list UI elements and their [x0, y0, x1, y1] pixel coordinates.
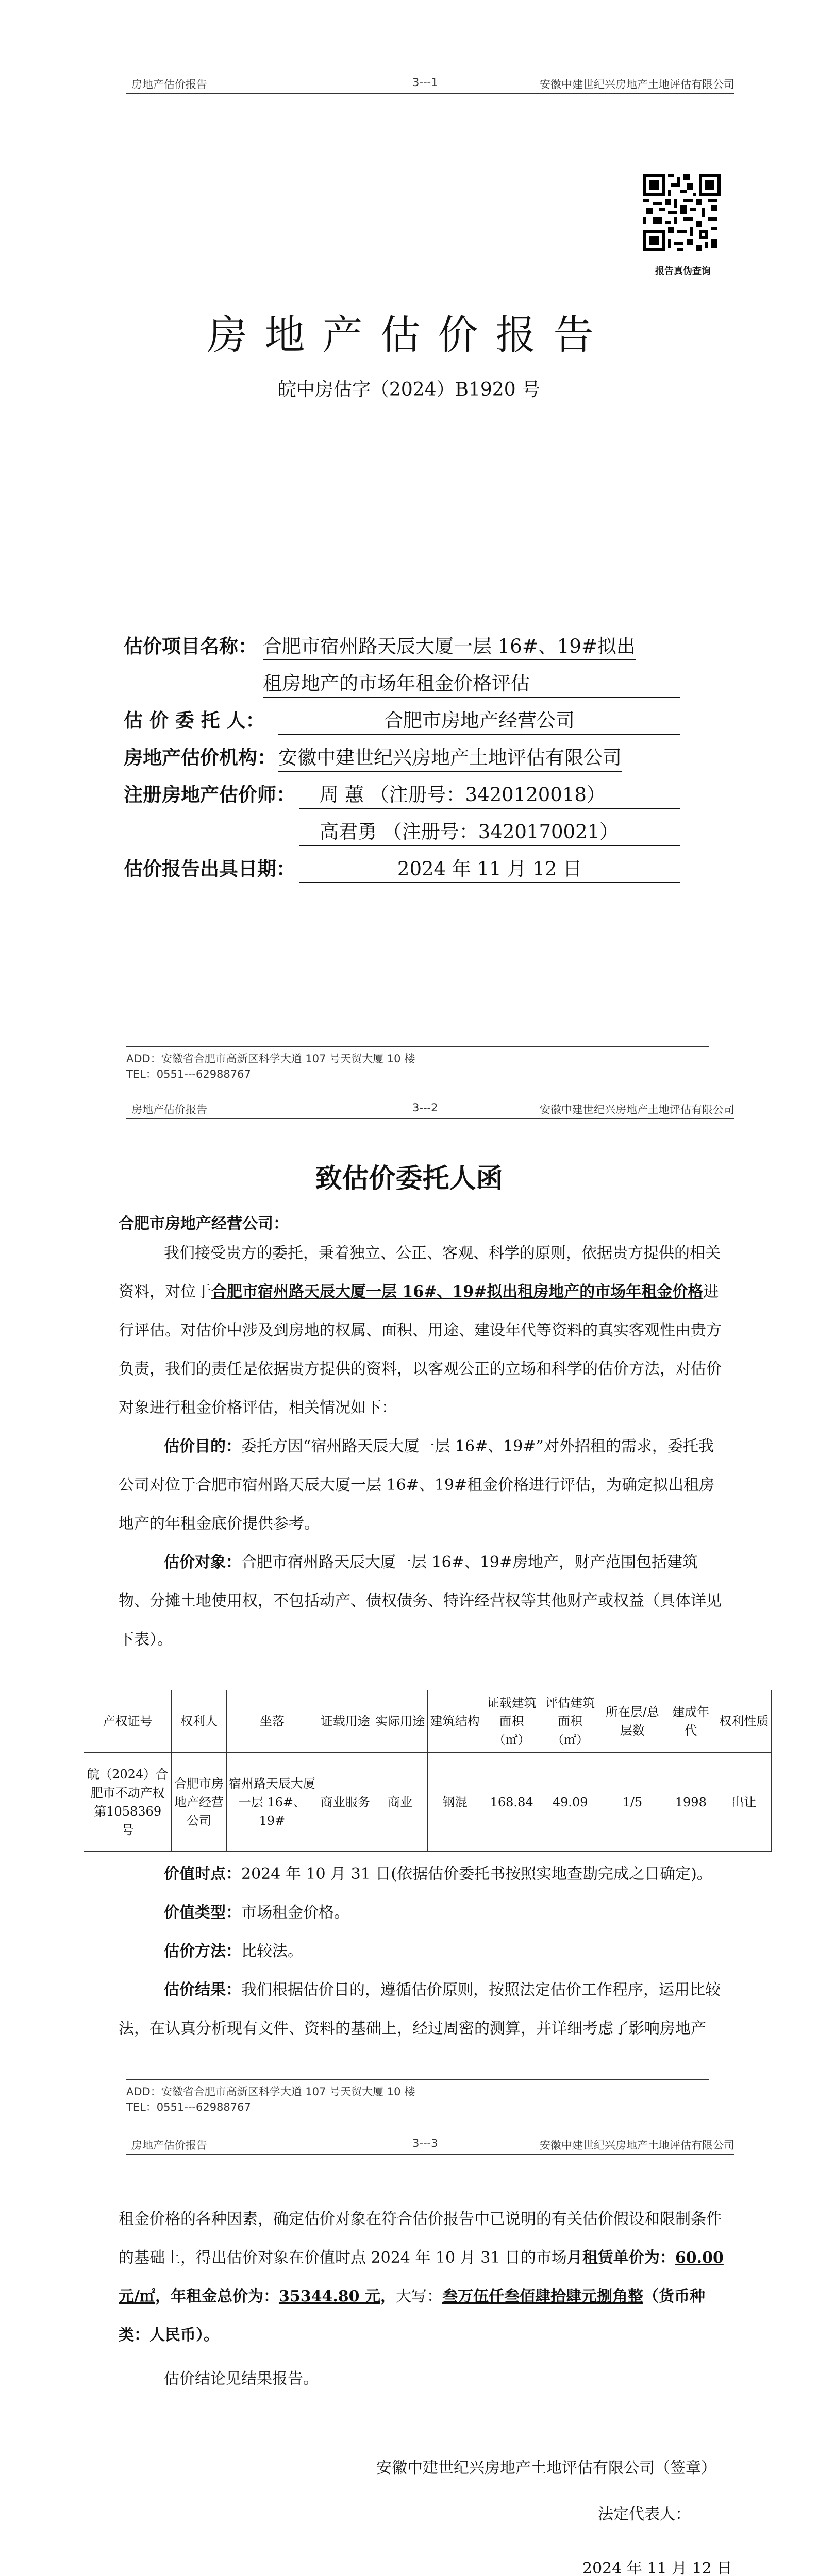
info-label: 估价报告出具日期：: [124, 857, 295, 880]
info-row-agency: [124, 735, 742, 772]
table-cell: 出让: [716, 1753, 772, 1852]
table-header-cell: 产权证号: [84, 1690, 172, 1753]
table-cell: 1998: [665, 1753, 716, 1852]
table-cell: 49.09: [541, 1753, 599, 1852]
header-left: 房地产估价报告: [131, 78, 207, 91]
header-right: 安徽中建世纪兴房地产土地评估有限公司: [540, 2139, 734, 2151]
company-signature: 安徽中建世纪兴房地产土地评估有限公司（签章）: [376, 2459, 716, 2477]
info-row-appraiser-2: [124, 809, 742, 846]
letter-purpose: [119, 1427, 727, 1543]
qr-code-icon[interactable]: [643, 174, 721, 251]
result-continuation: 租金价格的各种因素，确定估价对象在符合估价报告中已说明的有关估价假设和限制条件的基础上，得出估价对象在价值时点 2024 年 10 月 31 日的市场月租赁单价为：60.00 元/㎡，年租金总价为：35344.80 元，大写：叁万伍仟叁佰肆拾肆元捌角整（货币种类：人民币）。: [119, 2210, 724, 2344]
table-header-row: [84, 1690, 772, 1753]
table-header-cell: 建筑结构: [427, 1690, 482, 1753]
table-header-cell: 权利性质: [716, 1690, 772, 1753]
qr-caption: 报告真伪查询: [655, 266, 711, 277]
info-value: 合肥市房地产经营公司: [278, 705, 680, 735]
info-value: 高君勇 （注册号：3420170021）: [299, 816, 680, 846]
footer-tel: TEL：0551---62988767: [126, 2101, 251, 2113]
info-row-date: [124, 846, 742, 883]
table-cell: 宿州路天辰大厦一层 16#、19#: [226, 1753, 318, 1852]
legal-representative: 法定代表人：: [598, 2505, 691, 2523]
letter-title: 致估价委托人函: [315, 1163, 503, 1194]
table-cell: 钢混: [427, 1753, 482, 1852]
header-right: 安徽中建世纪兴房地产土地评估有限公司: [540, 78, 734, 91]
unit-price-value: 60.00 元/㎡: [119, 2249, 724, 2306]
value-time-text: 2024 年 10 月 31 日(依据估价委托书按照实地查勘完成之日确定)。: [241, 1865, 712, 1883]
footer-divider: [126, 1046, 709, 1047]
table-header-cell: 所在层/总层数: [599, 1690, 665, 1753]
header-left: 房地产估价报告: [131, 1104, 207, 1116]
header-page-number: 3---1: [412, 76, 438, 89]
info-value: 周 蕙 （注册号：3420120018）: [299, 779, 680, 809]
table-cell: 1/5: [599, 1753, 665, 1852]
header-right: 安徽中建世纪兴房地产土地评估有限公司: [540, 1104, 734, 1116]
page-footer: [126, 2084, 415, 2115]
letter-addressee: 合肥市房地产经营公司：: [119, 1215, 289, 1233]
table-row: [84, 1753, 772, 1852]
info-row-client: [124, 698, 742, 735]
table-header-cell: 证载建筑面积（㎡）: [482, 1690, 541, 1753]
rent-upper-value: 叁万伍仟叁佰肆拾肆元捌角整: [442, 2287, 643, 2306]
letter-value-type: [119, 1893, 727, 1932]
table-cell: 商业服务: [318, 1753, 373, 1852]
info-value: 租房地产的市场年租金价格评估: [263, 668, 680, 698]
rent-total-label: 年租金总价为：: [170, 2287, 279, 2306]
table-header-cell: 权利人: [172, 1690, 226, 1753]
header-divider: [126, 93, 734, 94]
table-cell: 合肥市房地产经营公司: [172, 1753, 226, 1852]
info-row-appraiser-1: [124, 772, 742, 809]
value-type-label: 价值类型：: [164, 1904, 241, 1922]
intro-subject: 合肥市宿州路天辰大厦一层 16#、19#拟出租房地产的市场年租金价格: [211, 1283, 704, 1301]
table-header-cell: 实际用途: [373, 1690, 427, 1753]
page-footer: [126, 1051, 415, 1082]
result-label: 估价结果：: [164, 1981, 241, 1999]
report-title: 房地产估价报告: [207, 312, 611, 359]
info-label: 注册房地产估价师：: [124, 783, 295, 806]
object-label: 估价对象：: [164, 1553, 241, 1571]
info-label: 估 价 委 托 人：: [124, 709, 265, 732]
header-page-number: 3---3: [412, 2137, 438, 2149]
table-cell: 皖（2024）合肥市不动产权第1058369 号: [84, 1753, 172, 1852]
table-header-cell: 建成年代: [665, 1690, 716, 1753]
letter-value-time: [119, 1855, 727, 1893]
method-text: 比较法。: [241, 1942, 303, 1960]
purpose-text: 委托方因“宿州路天辰大厦一层 16#、19#”对外招租的需求，委托我公司对位于合肥市宿州路天辰大厦一层 16#、19#租金价格进行评估，为确定拟出租房地产的年租金底价提供参考。: [119, 1437, 715, 1533]
table-header-cell: 评估建筑面积（㎡）: [541, 1690, 599, 1753]
table-cell: 商业: [373, 1753, 427, 1852]
purpose-label: 估价目的：: [164, 1437, 241, 1455]
table-header-cell: 证载用途: [318, 1690, 373, 1753]
info-value: 合肥市宿州路天辰大厦一层 16#、19#拟出: [263, 631, 636, 660]
table-header-cell: 坐落: [226, 1690, 318, 1753]
rent-total-value: 35344.80 元: [278, 2287, 380, 2306]
header-divider: [126, 1118, 734, 1119]
header-page-number: 3---2: [412, 1101, 438, 1114]
footer-divider: [126, 2079, 709, 2080]
info-row-project-cont: [124, 660, 742, 698]
info-label: 房地产估价机构：: [124, 746, 276, 769]
info-value: 安徽中建世纪兴房地产土地评估有限公司: [278, 742, 622, 772]
footer-address: ADD：安徽省合肥市高新区科学大道 107 号天贸大厦 10 楼: [126, 1053, 415, 1065]
property-table: [84, 1690, 772, 1852]
letter-object: [119, 1543, 727, 1659]
letter-result: [119, 1971, 727, 2048]
header-divider: [126, 2154, 734, 2155]
unit-price-label: 月租赁单价为：: [566, 2249, 675, 2267]
info-value: 2024 年 11 月 12 日: [299, 853, 680, 883]
method-label: 估价方法：: [164, 1942, 241, 1960]
result-text: 我们根据估价目的，遵循估价原则，按照法定估价工作程序，运用比较法，在认真分析现有文件、资料的基础上，经过周密的测算，并详细考虑了影响房地产: [119, 1981, 721, 2038]
rent-upper-label: 大写：: [395, 2287, 442, 2306]
see-result-report: 估价结论见结果报告。: [164, 2370, 319, 2388]
object-text: 合肥市宿州路天辰大厦一层 16#、19#房地产，财产范围包括建筑物、分摊土地使用权，不包括动产、债权债务、特许经营权等其他财产或权益（具体详见下表）。: [119, 1553, 722, 1649]
signature-date: 2024 年 11 月 12 日: [582, 2560, 732, 2576]
table-cell: 168.84: [482, 1753, 541, 1852]
info-label: 估价项目名称：: [124, 635, 257, 657]
letter-intro: 我们接受贵方的委托，秉着独立、公正、客观、科学的原则，依据贵方提供的相关资料，对位于合肥市宿州路天辰大厦一层 16#、19#拟出租房地产的市场年租金价格进行评估。对估价中涉及到房地的权属、面积、用途、建设年代等资料的真实客观性由贵方负责，我们的责任是依据贵方提供的资料，以客观公正的立场和科学的估价方法，对估价对象进行租金价格评估，相关情况如下：: [119, 1244, 722, 1417]
cover-page: [0, 0, 818, 1108]
value-type-text: 市场租金价格。: [241, 1904, 349, 1922]
letter-method: [119, 1932, 727, 1971]
footer-address: ADD：安徽省合肥市高新区科学大道 107 号天贸大厦 10 楼: [126, 2086, 415, 2098]
footer-tel: TEL：0551---62988767: [126, 1068, 251, 1080]
header-left: 房地产估价报告: [131, 2139, 207, 2151]
currency-note: （货币种类：人民币）。: [119, 2287, 705, 2344]
document-number: 皖中房估字（2024）B1920 号: [277, 379, 541, 400]
cover-info-block: [124, 623, 742, 883]
value-time-label: 价值时点：: [164, 1865, 241, 1883]
info-row-project: [124, 623, 742, 660]
